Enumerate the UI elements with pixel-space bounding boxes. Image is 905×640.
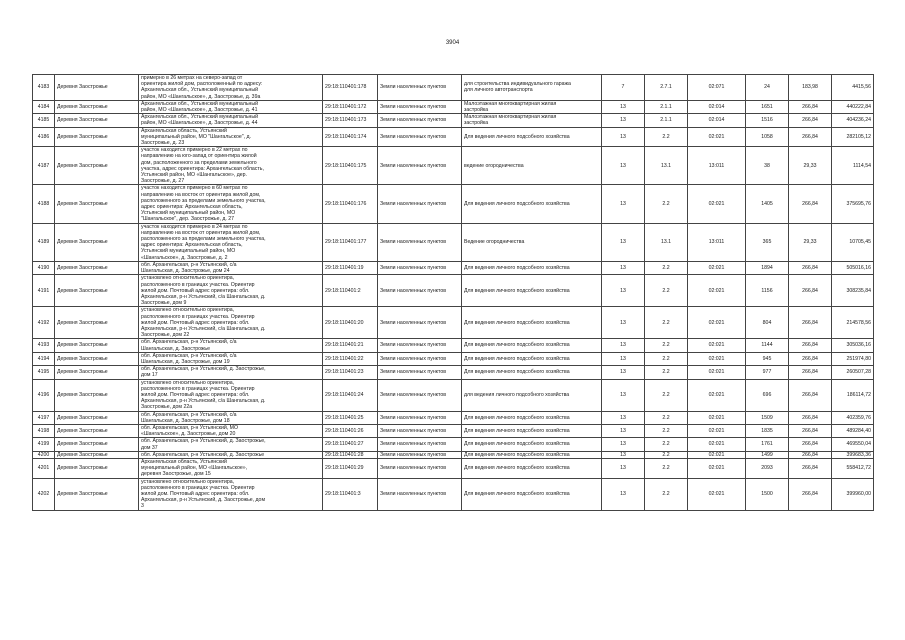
permitted-use-cell: Для ведения личного подсобного хозяйства [462, 424, 602, 437]
permitted-use-cell: Для ведения личного подсобного хозяйства [462, 438, 602, 451]
group-code-cell: 13 [602, 275, 645, 307]
locality-cell: Деревня Заострожье [55, 307, 139, 339]
table-row [33, 185, 874, 223]
use-code-cell: 2.2 [645, 275, 688, 307]
permitted-use-cell: Для ведения личного подсобного хозяйства [462, 339, 602, 352]
subgroup-code-cell: 02:021 [688, 411, 746, 424]
use-code-cell: 2.2 [645, 185, 688, 223]
cadastral-number-cell: 29:18:110401:28 [323, 451, 378, 458]
cadastral-value-cell: 186114,72 [832, 379, 874, 411]
table-row [33, 411, 874, 424]
cadastral-number-cell: 29:18:110401:175 [323, 147, 378, 185]
permitted-use-cell: Для ведения личного подсобного хозяйства [462, 478, 602, 510]
use-code-cell: 2.2 [645, 379, 688, 411]
location-description-cell: обл. Архангельская, р-н Устьянский, с/а Шангальская, д. Заострожье, дом 18 [139, 411, 323, 424]
specific-value-cell: 266,84 [789, 451, 832, 458]
permitted-use-cell: Малоэтажная многоквартирная жилая застройка [462, 100, 602, 113]
land-category-cell: Земли населенных пунктов [378, 114, 462, 127]
table-row [33, 100, 874, 113]
locality-cell: Деревня Заострожье [55, 275, 139, 307]
table-row [33, 275, 874, 307]
page-number: 3904 [445, 40, 460, 46]
row-id: 4192 [33, 307, 55, 339]
specific-value-cell: 29,33 [789, 223, 832, 261]
table-row [33, 424, 874, 437]
land-category-cell: Земли населенных пунктов [378, 307, 462, 339]
locality-cell: Деревня Заострожье [55, 411, 139, 424]
subgroup-code-cell: 02:071 [688, 75, 746, 101]
land-category-cell: Земли населенных пунктов [378, 424, 462, 437]
subgroup-code-cell: 13:011 [688, 147, 746, 185]
group-code-cell: 13 [602, 352, 645, 365]
locality-cell: Деревня Заострожье [55, 458, 139, 478]
group-code-cell: 13 [602, 478, 645, 510]
land-category-cell: Земли населенных пунктов [378, 147, 462, 185]
group-code-cell: 13 [602, 114, 645, 127]
subgroup-code-cell: 02:021 [688, 379, 746, 411]
land-category-cell: Земли населенных пунктов [378, 185, 462, 223]
location-description-cell: участок находится примерно в 24 метрах по направлению на восток от ориентира жилой дом, расположенного за пределами земельного участка, адрес ориентира: Архангельская область, Устьянский муниципальный район, МО «Шангальское», д. Заострожье, д. 2 [139, 223, 323, 261]
cadastral-value-cell: 1114,54 [832, 147, 874, 185]
group-code-cell: 13 [602, 100, 645, 113]
locality-cell: Деревня Заострожье [55, 185, 139, 223]
permitted-use-cell: Для ведения личного подсобного хозяйства [462, 127, 602, 147]
row-id: 4193 [33, 339, 55, 352]
locality-cell: Деревня Заострожье [55, 114, 139, 127]
subgroup-code-cell: 02:021 [688, 261, 746, 274]
table-row [33, 339, 874, 352]
cadastral-value-cell: 505016,16 [832, 261, 874, 274]
table-row [33, 352, 874, 365]
locality-cell: Деревня Заострожье [55, 352, 139, 365]
table-row [33, 261, 874, 274]
specific-value-cell: 266,84 [789, 307, 832, 339]
table-row [33, 379, 874, 411]
cadastral-value-cell: 251974,80 [832, 352, 874, 365]
permitted-use-cell: Для ведения личного подсобного хозяйства [462, 411, 602, 424]
permitted-use-cell: Для ведения личного подсобного хозяйства [462, 275, 602, 307]
group-code-cell: 13 [602, 451, 645, 458]
subgroup-code-cell: 02:021 [688, 275, 746, 307]
specific-value-cell: 183,98 [789, 75, 832, 101]
use-code-cell: 2.2 [645, 451, 688, 458]
location-description-cell: участок находится примерно в 60 метрах по направлению на восток от ориентира жилой дом, расположенного за пределами земельного участка, адрес ориентира: Архангельская область, Устьянский муниципальный район, МО "Шангальское", дер. Заострожье, д. 27 [139, 185, 323, 223]
cadastral-number-cell: 29:18:110401:177 [323, 223, 378, 261]
location-description-cell: обл. Архангельская, р-н Устьянский, с/а Шангальская, д. Заострожье, дом 19 [139, 352, 323, 365]
cadastral-number-cell: 29:18:110401:174 [323, 127, 378, 147]
subgroup-code-cell: 02:021 [688, 451, 746, 458]
specific-value-cell: 266,84 [789, 411, 832, 424]
locality-cell: Деревня Заострожье [55, 366, 139, 379]
permitted-use-cell: Для ведения личного подсобного хозяйства [462, 366, 602, 379]
locality-cell: Деревня Заострожье [55, 478, 139, 510]
group-code-cell: 7 [602, 75, 645, 101]
group-code-cell: 13 [602, 147, 645, 185]
area-cell: 1499 [746, 451, 789, 458]
use-code-cell: 2.2 [645, 339, 688, 352]
use-code-cell: 2.2 [645, 127, 688, 147]
specific-value-cell: 266,84 [789, 478, 832, 510]
table-row [33, 127, 874, 147]
group-code-cell: 13 [602, 379, 645, 411]
subgroup-code-cell: 13:011 [688, 223, 746, 261]
table-row [33, 223, 874, 261]
specific-value-cell: 266,84 [789, 379, 832, 411]
area-cell: 1651 [746, 100, 789, 113]
use-code-cell: 2.7.1 [645, 75, 688, 101]
area-cell: 38 [746, 147, 789, 185]
locality-cell: Деревня Заострожье [55, 339, 139, 352]
cadastral-number-cell: 29:18:110401:25 [323, 411, 378, 424]
row-id: 4183 [33, 75, 55, 101]
specific-value-cell: 266,84 [789, 339, 832, 352]
cadastral-value-cell: 4415,56 [832, 75, 874, 101]
subgroup-code-cell: 02:021 [688, 307, 746, 339]
cadastral-value-cell: 399960,00 [832, 478, 874, 510]
area-cell: 945 [746, 352, 789, 365]
use-code-cell: 2.2 [645, 438, 688, 451]
use-code-cell: 2.2 [645, 411, 688, 424]
row-id: 4201 [33, 458, 55, 478]
table-row [33, 366, 874, 379]
subgroup-code-cell: 02:014 [688, 114, 746, 127]
subgroup-code-cell: 02:021 [688, 478, 746, 510]
table-row [33, 478, 874, 510]
specific-value-cell: 266,84 [789, 424, 832, 437]
specific-value-cell: 266,84 [789, 458, 832, 478]
row-id: 4197 [33, 411, 55, 424]
location-description-cell: установлено относительно ориентира, расположенного в границах участка. Ориентир жилой дом. Почтовый адрес ориентира: обл. Архангельская, р-н Устьянский, с/а Шангальская, д. Заострожье, дом 9 [139, 275, 323, 307]
location-description-cell: установлено относительно ориентира, расположенного в границах участка. Ориентир жилой дом. Почтовый адрес ориентира: обл. Архангельская, р-н Устьянский, с/а Шангальская, д. Заострожье, дом 22а [139, 379, 323, 411]
row-id: 4188 [33, 185, 55, 223]
location-description-cell: Архангельская область, Устьянский муниципальный район, МО "Шангальское", д. Заострожье, д. 23 [139, 127, 323, 147]
cadastral-value-cell: 10705,45 [832, 223, 874, 261]
permitted-use-cell: Малоэтажная многоквартирная жилая застройка [462, 114, 602, 127]
location-description-cell: Архангельская обл., Устьянский муниципальный район, МО «Шангальское», д. Заострожье, д. 44 [139, 114, 323, 127]
cadastral-number-cell: 29:18:110401:20 [323, 307, 378, 339]
permitted-use-cell: Для ведения личного подсобного хозяйства [462, 307, 602, 339]
subgroup-code-cell: 02:021 [688, 127, 746, 147]
area-cell: 1894 [746, 261, 789, 274]
area-cell: 1058 [746, 127, 789, 147]
cadastral-number-cell: 29:18:110401:21 [323, 339, 378, 352]
cadastral-value-cell: 308235,84 [832, 275, 874, 307]
cadastral-number-cell: 29:18:110401:26 [323, 424, 378, 437]
row-id: 4186 [33, 127, 55, 147]
permitted-use-cell: для ведения личного подсобного хозяйства [462, 379, 602, 411]
permitted-use-cell: ведение огородничества [462, 147, 602, 185]
locality-cell: Деревня Заострожье [55, 438, 139, 451]
cadastral-value-cell: 214578,56 [832, 307, 874, 339]
cadastral-number-cell: 29:18:110401:23 [323, 366, 378, 379]
group-code-cell: 13 [602, 339, 645, 352]
table-row [33, 147, 874, 185]
land-category-cell: Земли населенных пунктов [378, 451, 462, 458]
locality-cell: Деревня Заострожье [55, 223, 139, 261]
land-category-cell: Земли населенных пунктов [378, 100, 462, 113]
locality-cell: Деревня Заострожье [55, 451, 139, 458]
land-category-cell: Земли населенных пунктов [378, 339, 462, 352]
area-cell: 1516 [746, 114, 789, 127]
subgroup-code-cell: 02:021 [688, 339, 746, 352]
row-id: 4184 [33, 100, 55, 113]
cadastral-number-cell: 29:18:110401:3 [323, 478, 378, 510]
group-code-cell: 13 [602, 424, 645, 437]
row-id: 4195 [33, 366, 55, 379]
locality-cell: Деревня Заострожье [55, 379, 139, 411]
permitted-use-cell: Для ведения личного подсобного хозяйства [462, 451, 602, 458]
specific-value-cell: 266,84 [789, 127, 832, 147]
land-category-cell: Земли населенных пунктов [378, 379, 462, 411]
specific-value-cell: 29,33 [789, 147, 832, 185]
use-code-cell: 2.1.1 [645, 100, 688, 113]
cadastral-value-cell: 469550,04 [832, 438, 874, 451]
location-description-cell: установлено относительно ориентира, расположенного в границах участка. Ориентир жилой дом. Почтовый адрес ориентира: обл. Архангельская, р-н Устьянский, с/а Шангальская, д. Заострожье, дом 22 [139, 307, 323, 339]
row-id: 4187 [33, 147, 55, 185]
area-cell: 1761 [746, 438, 789, 451]
cadastral-number-cell: 29:18:110401:176 [323, 185, 378, 223]
use-code-cell: 2.1.1 [645, 114, 688, 127]
cadastral-value-cell: 305036,16 [832, 339, 874, 352]
land-category-cell: Земли населенных пунктов [378, 75, 462, 101]
specific-value-cell: 266,84 [789, 185, 832, 223]
group-code-cell: 13 [602, 366, 645, 379]
group-code-cell: 13 [602, 458, 645, 478]
use-code-cell: 2.2 [645, 352, 688, 365]
specific-value-cell: 266,84 [789, 275, 832, 307]
location-description-cell: обл. Архангельская, р-н Устьянский, д. Заострожье, дом 37 [139, 438, 323, 451]
group-code-cell: 13 [602, 185, 645, 223]
use-code-cell: 2.2 [645, 366, 688, 379]
cadastral-value-cell: 489284,40 [832, 424, 874, 437]
table-row [33, 75, 874, 101]
specific-value-cell: 266,84 [789, 100, 832, 113]
area-cell: 1835 [746, 424, 789, 437]
cadastral-number-cell: 29:18:110401:29 [323, 458, 378, 478]
land-category-cell: Земли населенных пунктов [378, 352, 462, 365]
cadastral-number-cell: 29:18:110401:172 [323, 100, 378, 113]
location-description-cell: участок находится примерно в 22 метрах по направлению на юго-запад от ориентира жилой дом, расположенного за пределами земельного участка, адрес ориентира: Архангельская область, Устьянский район, МО «Шангальское», дер. Заострожье, д. 27 [139, 147, 323, 185]
row-id: 4200 [33, 451, 55, 458]
cadastral-value-cell: 404236,24 [832, 114, 874, 127]
subgroup-code-cell: 02:021 [688, 438, 746, 451]
use-code-cell: 2.2 [645, 458, 688, 478]
location-description-cell: установлено относительно ориентира, расположенного в границах участка. Ориентир жилой дом. Почтовый адрес ориентира: обл. Архангельская, р-н Устьянский, д. Заострожье, дом 3 [139, 478, 323, 510]
area-cell: 977 [746, 366, 789, 379]
cadastral-value-cell: 440222,84 [832, 100, 874, 113]
specific-value-cell: 266,84 [789, 366, 832, 379]
cadastral-value-cell: 282105,12 [832, 127, 874, 147]
location-description-cell: обл. Архангельская, р-н Устьянский, д. Заострожье [139, 451, 323, 458]
subgroup-code-cell: 02:021 [688, 458, 746, 478]
area-cell: 365 [746, 223, 789, 261]
location-description-cell: обл. Архангельская, р-н Устьянский, д. Заострожье, дом 17 [139, 366, 323, 379]
locality-cell: Деревня Заострожье [55, 75, 139, 101]
row-id: 4196 [33, 379, 55, 411]
subgroup-code-cell: 02:014 [688, 100, 746, 113]
subgroup-code-cell: 02:021 [688, 424, 746, 437]
row-id: 4189 [33, 223, 55, 261]
subgroup-code-cell: 02:021 [688, 185, 746, 223]
location-description-cell: Архангельская область, Устьянский муниципальный район, МО «Шангальское», деревня Заострожье, дом 15 [139, 458, 323, 478]
group-code-cell: 13 [602, 438, 645, 451]
cadastral-value-cell: 402359,76 [832, 411, 874, 424]
table-row [33, 114, 874, 127]
row-id: 4194 [33, 352, 55, 365]
cadastral-value-cell: 260507,28 [832, 366, 874, 379]
land-category-cell: Земли населенных пунктов [378, 478, 462, 510]
group-code-cell: 13 [602, 223, 645, 261]
permitted-use-cell: Для ведения личного подсобного хозяйства [462, 185, 602, 223]
row-id: 4198 [33, 424, 55, 437]
land-category-cell: Земли населенных пунктов [378, 223, 462, 261]
cadastral-number-cell: 29:18:110401:27 [323, 438, 378, 451]
land-category-cell: Земли населенных пунктов [378, 458, 462, 478]
area-cell: 1144 [746, 339, 789, 352]
locality-cell: Деревня Заострожье [55, 261, 139, 274]
row-id: 4190 [33, 261, 55, 274]
area-cell: 1156 [746, 275, 789, 307]
use-code-cell: 13.1 [645, 223, 688, 261]
specific-value-cell: 266,84 [789, 114, 832, 127]
cadastral-number-cell: 29:18:110401:173 [323, 114, 378, 127]
cadastral-value-cell: 375695,76 [832, 185, 874, 223]
locality-cell: Деревня Заострожье [55, 147, 139, 185]
use-code-cell: 2.2 [645, 261, 688, 274]
row-id: 4199 [33, 438, 55, 451]
group-code-cell: 13 [602, 261, 645, 274]
land-category-cell: Земли населенных пунктов [378, 411, 462, 424]
permitted-use-cell: Для ведения личного подсобного хозяйства [462, 261, 602, 274]
row-id: 4185 [33, 114, 55, 127]
use-code-cell: 2.2 [645, 424, 688, 437]
area-cell: 24 [746, 75, 789, 101]
table-row [33, 307, 874, 339]
permitted-use-cell: для строительства индивидуального гаража для личного автотранспорта [462, 75, 602, 101]
table-row [33, 451, 874, 458]
locality-cell: Деревня Заострожье [55, 424, 139, 437]
land-category-cell: Земли населенных пунктов [378, 261, 462, 274]
group-code-cell: 13 [602, 307, 645, 339]
cadastral-number-cell: 29:18:110401:24 [323, 379, 378, 411]
cadastral-number-cell: 29:18:110401:22 [323, 352, 378, 365]
area-cell: 1500 [746, 478, 789, 510]
cadastral-value-cell: 399683,36 [832, 451, 874, 458]
cadastral-number-cell: 29:18:110401:178 [323, 75, 378, 101]
table-row [33, 458, 874, 478]
location-description-cell: обл. Архангельская, р-н Устьянский, с/а Шангальская, д. Заострожье [139, 339, 323, 352]
row-id: 4202 [33, 478, 55, 510]
specific-value-cell: 266,84 [789, 352, 832, 365]
land-category-cell: Земли населенных пунктов [378, 366, 462, 379]
group-code-cell: 13 [602, 127, 645, 147]
permitted-use-cell: Для ведения личного подсобного хозяйства [462, 352, 602, 365]
area-cell: 804 [746, 307, 789, 339]
specific-value-cell: 266,84 [789, 438, 832, 451]
land-register-table [32, 74, 874, 511]
land-category-cell: Земли населенных пунктов [378, 438, 462, 451]
use-code-cell: 2.2 [645, 478, 688, 510]
area-cell: 1405 [746, 185, 789, 223]
locality-cell: Деревня Заострожье [55, 100, 139, 113]
specific-value-cell: 266,84 [789, 261, 832, 274]
use-code-cell: 2.2 [645, 307, 688, 339]
table-row [33, 438, 874, 451]
cadastral-number-cell: 29:18:110401:19 [323, 261, 378, 274]
land-category-cell: Земли населенных пунктов [378, 127, 462, 147]
row-id: 4191 [33, 275, 55, 307]
area-cell: 2093 [746, 458, 789, 478]
permitted-use-cell: Ведение огородничества [462, 223, 602, 261]
cadastral-number-cell: 29:18:110401:2 [323, 275, 378, 307]
location-description-cell: обл. Архангельская, р-н Устьянский, МО «Шангальское», д. Заострожье, дом 20 [139, 424, 323, 437]
group-code-cell: 13 [602, 411, 645, 424]
location-description-cell: примерно в 26 метрах на северо-запад от ориентира жилой дом, расположенный по адресу: Архангельская обл., Устьянский муниципальный район, МО «Шангальское», д. Заострожье, д. 39а [139, 75, 323, 101]
location-description-cell: обл. Архангельская, р-н Устьянский, с/а Шангальская, д. Заострожье, дом 24 [139, 261, 323, 274]
cadastral-value-cell: 558412,72 [832, 458, 874, 478]
subgroup-code-cell: 02:021 [688, 352, 746, 365]
location-description-cell: Архангельская обл., Устьянский муниципальный район, МО «Шангальское», д. Заострожье, д. 41 [139, 100, 323, 113]
area-cell: 696 [746, 379, 789, 411]
use-code-cell: 13.1 [645, 147, 688, 185]
locality-cell: Деревня Заострожье [55, 127, 139, 147]
subgroup-code-cell: 02:021 [688, 366, 746, 379]
area-cell: 1509 [746, 411, 789, 424]
permitted-use-cell: Для ведения личного подсобного хозяйства [462, 458, 602, 478]
land-category-cell: Земли населенных пунктов [378, 275, 462, 307]
